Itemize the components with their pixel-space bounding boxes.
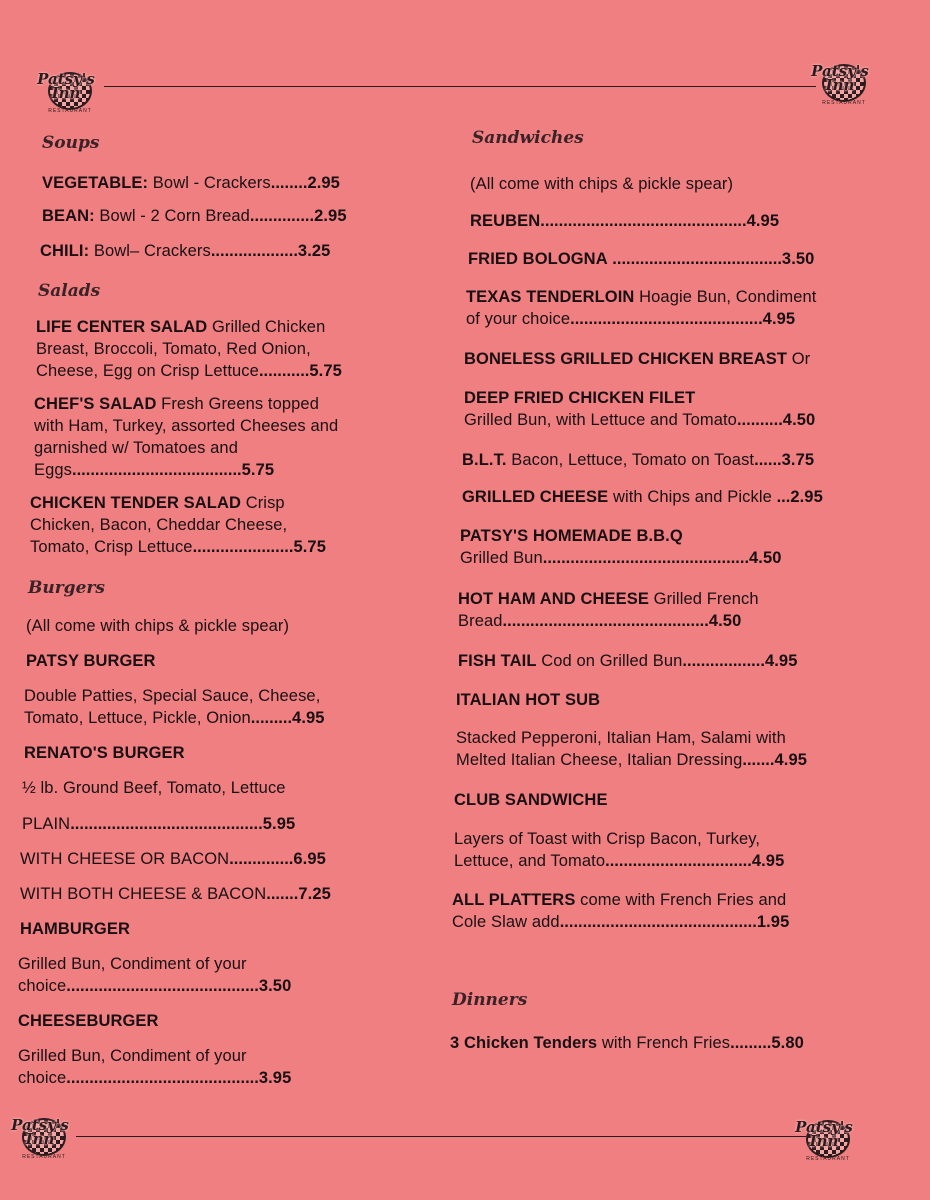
bottom-divider — [76, 1136, 806, 1137]
menu-item-grilled-cheese: GRILLED CHEESE with Chips and Pickle ...2.95 — [462, 488, 823, 506]
patsy-burger-desc: Double Patties, Special Sauce, Cheese, Tomato, Lettuce, Pickle, Onion.........4.95 — [24, 687, 325, 727]
menu-item-renatos-burger: RENATO'S BURGER — [24, 744, 185, 762]
renatos-option-cheese-or-bacon: WITH CHEESE OR BACON..............6.95 — [20, 850, 326, 868]
sandwiches-note: (All come with chips & pickle spear) — [470, 175, 734, 193]
menu-item-bean: BEAN: Bowl - 2 Corn Bread..............2.95 — [42, 207, 347, 225]
italian-hot-sub-desc: Stacked Pepperoni, Italian Ham, Salami with Melted Italian Cheese, Italian Dressing.......4.95 — [456, 729, 807, 769]
menu-item-vegetable: VEGETABLE: Bowl - Crackers........2.95 — [42, 174, 340, 192]
menu-item-cheeseburger: CHEESEBURGER — [18, 1012, 159, 1030]
top-divider — [104, 86, 816, 87]
logo-top-left: Patsy's Inn RESTAURANT — [37, 70, 95, 114]
renatos-option-cheese-and-bacon: WITH BOTH CHEESE & BACON.......7.25 — [20, 885, 331, 903]
menu-item-reuben: REUBEN.............................................4.95 — [470, 212, 780, 230]
menu-item-life-center-salad: LIFE CENTER SALAD Grilled Chicken Breast, Broccoli, Tomato, Red Onion, Cheese, Egg on Crisp Lettuce...........5.75 — [36, 318, 342, 380]
menu-item-texas-tenderloin: TEXAS TENDERLOIN Hoagie Bun, Condiment of your choice..........................................4.95 — [466, 288, 817, 328]
menu-item-deep-fried-chicken: DEEP FRIED CHICKEN FILET Grilled Bun, with Lettuce and Tomato..........4.50 — [464, 389, 816, 429]
cheeseburger-desc: Grilled Bun, Condiment of your choice..........................................3.95 — [18, 1047, 292, 1087]
menu-item-chili: CHILI: Bowl– Crackers...................3.25 — [40, 242, 331, 260]
menu-item-club-sandwiche: CLUB SANDWICHE — [454, 791, 608, 809]
section-title-burgers: Burgers — [28, 578, 105, 598]
menu-item-fried-bologna: FRIED BOLOGNA .....................................3.50 — [468, 250, 815, 268]
menu-item-homemade-bbq: PATSY'S HOMEMADE B.B.Q Grilled Bun.............................................4.50 — [460, 527, 782, 567]
menu-item-boneless-chicken: BONELESS GRILLED CHICKEN BREAST Or — [464, 350, 811, 368]
menu-item-italian-hot-sub: ITALIAN HOT SUB — [456, 691, 601, 709]
menu-item-chicken-tender-salad: CHICKEN TENDER SALAD Crisp Chicken, Bacon, Cheddar Cheese, Tomato, Crisp Lettuce......................5.75 — [30, 494, 326, 556]
menu-item-patsy-burger: PATSY BURGER — [26, 652, 156, 670]
logo-bottom-left: Patsy's Inn RESTAURANT — [11, 1116, 69, 1160]
menu-item-chefs-salad: CHEF'S SALAD Fresh Greens topped with Ham, Turkey, assorted Cheeses and garnished w/ Tomatoes and Eggs.....................................5.75 — [34, 395, 339, 479]
hamburger-desc: Grilled Bun, Condiment of your choice..........................................3.50 — [18, 955, 292, 995]
section-title-dinners: Dinners — [452, 990, 528, 1010]
logo-bottom-right: Patsy's Inn RESTAURANT — [795, 1118, 853, 1162]
section-title-soups: Soups — [42, 133, 100, 153]
menu-item-hamburger: HAMBURGER — [20, 920, 130, 938]
menu-item-hot-ham-and-cheese: HOT HAM AND CHEESE Grilled French Bread.............................................4.50 — [458, 590, 759, 630]
renatos-option-plain: PLAIN..........................................5.95 — [22, 815, 296, 833]
section-title-salads: Salads — [38, 281, 101, 301]
menu-item-all-platters: ALL PLATTERS come with French Fries and Cole Slaw add...........................................1.95 — [452, 891, 790, 931]
menu-item-fish-tail: FISH TAIL Cod on Grilled Bun..................4.95 — [458, 652, 798, 670]
menu-item-blt: B.L.T. Bacon, Lettuce, Tomato on Toast......3.75 — [462, 451, 815, 469]
menu-item-chicken-tenders: 3 Chicken Tenders with French Fries.........5.80 — [450, 1034, 804, 1052]
logo-top-right: Patsy's Inn RESTAURANT — [811, 62, 869, 106]
renatos-burger-desc: ½ lb. Ground Beef, Tomato, Lettuce — [22, 779, 286, 797]
club-sandwiche-desc: Layers of Toast with Crisp Bacon, Turkey, Lettuce, and Tomato................................4.95 — [454, 830, 785, 870]
burgers-note: (All come with chips & pickle spear) — [26, 617, 290, 635]
section-title-sandwiches: Sandwiches — [472, 128, 584, 148]
